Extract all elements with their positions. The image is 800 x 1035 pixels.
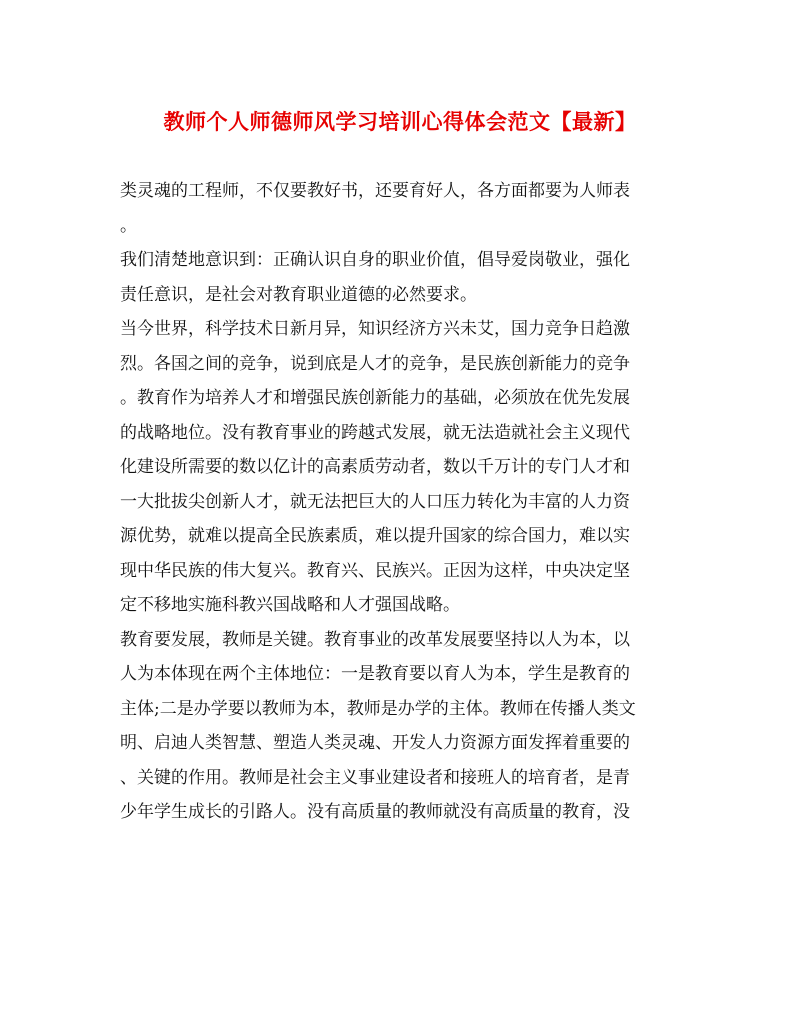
text-line: 当今世界，科学技术日新月异，知识经济方兴未艾，国力竞争日趋激 xyxy=(120,319,630,339)
text-line: 一大批拔尖创新人才，就无法把巨大的人口压力转化为丰富的人力资 xyxy=(120,491,630,512)
text-line: 。教育作为培养人才和增强民族创新能力的基础，必须放在优先发展 xyxy=(120,388,630,408)
text-line: 教育要发展，教师是关键。教育事业的改革发展要坚持以人为本，以 xyxy=(120,629,630,650)
text-line: 的战略地位。没有教育事业的跨越式发展，就无法造就社会主义现代 xyxy=(120,422,630,443)
text-line: 类灵魂的工程师，不仅要教好书，还要育好人，各方面都要为人师表 xyxy=(120,181,630,201)
document-title: 教师个人师德师风学习培训心得体会范文【最新】 xyxy=(163,109,637,134)
text-line: 定不移地实施科教兴国战略和人才强国战略。 xyxy=(120,595,460,615)
text-line: 。 xyxy=(120,215,137,236)
document-body xyxy=(120,174,680,830)
text-line: 明、启迪人类智慧、塑造人类灵魂、开发人力资源方面发挥着重要的 xyxy=(120,733,630,753)
text-line: 人为本体现在两个主体地位：一是教育要以育人为本，学生是教育的 xyxy=(120,664,630,684)
text-line: 少年学生成长的引路人。没有高质量的教师就没有高质量的教育，没 xyxy=(120,802,630,822)
text-line: 我们清楚地意识到：正确认识自身的职业价值，倡导爱岗敬业，强化 xyxy=(120,250,630,270)
text-line: 主体;二是办学要以教师为本，教师是办学的主体。教师在传播人类文 xyxy=(120,698,636,719)
text-line: 责任意识，是社会对教育职业道德的必然要求。 xyxy=(120,284,477,305)
text-line: 烈。各国之间的竞争，说到底是人才的竞争，是民族创新能力的竞争 xyxy=(120,353,630,374)
text-line: 化建设所需要的数以亿计的高素质劳动者，数以千万计的专门人才和 xyxy=(120,457,630,477)
text-line: 、关键的作用。教师是社会主义事业建设者和接班人的培育者，是青 xyxy=(120,767,630,788)
text-line: 现中华民族的伟大复兴。教育兴、民族兴。正因为这样，中央决定坚 xyxy=(120,560,630,581)
text-line: 源优势，就难以提高全民族素质，难以提升国家的综合国力，难以实 xyxy=(120,526,630,546)
